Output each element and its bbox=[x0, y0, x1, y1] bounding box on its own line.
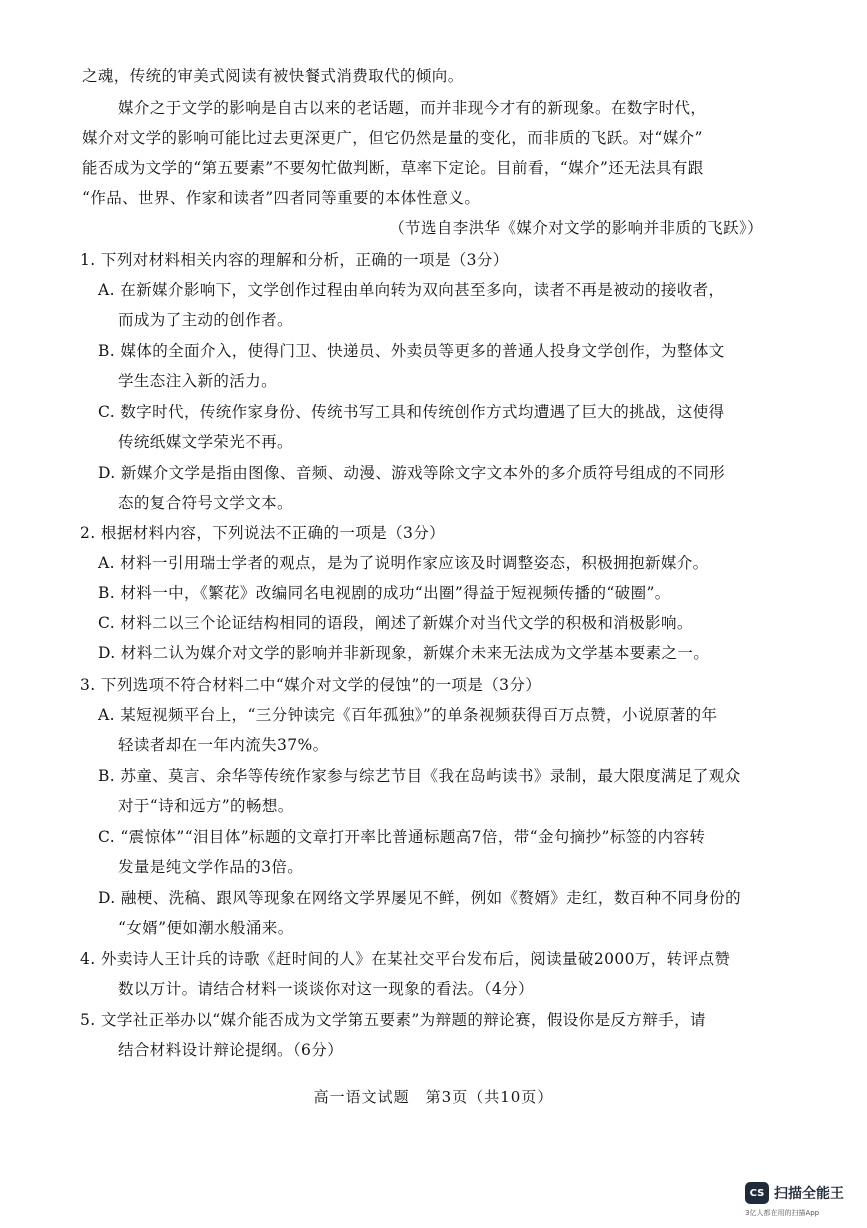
question-3-option-c: C. “震惊体”“泪目体”标题的文章打开率比普通标题高7倍，带“金句摘抄”标签的内容转 bbox=[98, 828, 706, 846]
question-3-option-a: A. 某短视频平台上，“三分钟读完《百年孤独》”的单条视频获得百万点赞，小说原著的年 bbox=[98, 706, 718, 724]
question-2-option-c: C. 材料二以三个论证结构相同的语段，阐述了新媒介对当代文学的积极和消极影响。 bbox=[98, 614, 693, 632]
question-1-option-c-cont: 传统纸媒文学荣光不再。 bbox=[118, 433, 293, 451]
passage-line: 之魂，传统的审美式阅读有被快餐式消费取代的倾向。 bbox=[82, 67, 464, 85]
passage-line: 能否成为文学的“第五要素”不要匆忙做判断，草率下定论。目前看，“媒介”还无法具有跟 bbox=[82, 159, 704, 177]
question-3-option-c-cont: 发量是纯文学作品的3倍。 bbox=[118, 858, 304, 876]
question-3-option-d-cont: “女婿”便如潮水般涌来。 bbox=[118, 919, 294, 937]
question-1-option-c: C. 数字时代，传统作家身份、传统书写工具和传统创作方式均遭遇了巨大的挑战，这使得 bbox=[98, 403, 725, 421]
question-2-option-d: D. 材料二认为媒介对文学的影响并非新现象，新媒介未来无法成为文学基本要素之一。 bbox=[98, 644, 710, 662]
question-2-stem: 2. 根据材料内容，下列说法不正确的一项是（3分） bbox=[80, 524, 446, 542]
question-2-option-a: A. 材料一引用瑞士学者的观点，是为了说明作家应该及时调整姿态，积极拥抱新媒介。 bbox=[98, 554, 709, 572]
passage-line: 媒介之于文学的影响是自古以来的老话题，而并非现今才有的新现象。在数字时代， bbox=[118, 99, 707, 117]
watermark-tagline: 3亿人都在用的扫描App bbox=[745, 1209, 820, 1217]
question-1-option-b: B. 媒体的全面介入，使得门卫、快递员、外卖员等更多的普通人投身文学创作，为整体文 bbox=[98, 342, 725, 360]
question-1-option-a: A. 在新媒介影响下，文学创作过程由单向转为双向甚至多向，读者不再是被动的接收者， bbox=[98, 281, 725, 299]
passage-line: 媒介对文学的影响可能比过去更深更广，但它仍然是量的变化，而非质的飞跃。对“媒介” bbox=[82, 129, 703, 147]
passage-line: “作品、世界、作家和读者”四者同等重要的本体性意义。 bbox=[82, 189, 481, 207]
question-3-stem: 3. 下列选项不符合材料二中“媒介对文学的侵蚀”的一项是（3分） bbox=[80, 676, 542, 694]
passage-source: （节选自李洪华《媒介对文学的影响并非质的飞跃》） bbox=[389, 219, 763, 237]
question-2-option-b: B. 材料一中，《繁花》改编同名电视剧的成功“出圈”得益于短视频传播的“破圈”。 bbox=[98, 584, 671, 602]
question-3-option-b: B. 苏童、莫言、余华等传统作家参与综艺节目《我在岛屿读书》录制，最大限度满足了观众 bbox=[98, 767, 741, 785]
question-1-option-d-cont: 态的复合符号文学文本。 bbox=[118, 494, 293, 512]
question-4-stem-cont: 数以万计。请结合材料一谈谈你对这一现象的看法。（4分） bbox=[118, 980, 534, 998]
question-1-option-b-cont: 学生态注入新的活力。 bbox=[118, 372, 278, 390]
page-footer: 高一语文试题 第3页（共10页） bbox=[313, 1088, 554, 1106]
question-3-option-a-cont: 轻读者却在一年内流失37%。 bbox=[118, 736, 329, 754]
watermark-name: 扫描全能王 bbox=[774, 1186, 844, 1202]
question-3-option-b-cont: 对于“诗和远方”的畅想。 bbox=[118, 797, 294, 815]
camscanner-logo-icon: CS bbox=[745, 1182, 769, 1204]
question-1-stem: 1. 下列对材料相关内容的理解和分析，正确的一项是（3分） bbox=[80, 251, 509, 269]
scanner-watermark bbox=[745, 1180, 857, 1220]
question-4-stem: 4. 外卖诗人王计兵的诗歌《赶时间的人》在某社交平台发布后，阅读量破2000万，转评点赞 bbox=[80, 950, 731, 968]
question-1-option-d: D. 新媒介文学是指由图像、音频、动漫、游戏等除文字文本外的多介质符号组成的不同形 bbox=[98, 464, 726, 482]
question-1-option-a-cont: 而成为了主动的创作者。 bbox=[118, 311, 293, 329]
question-5-stem-cont: 结合材料设计辩论提纲。（6分） bbox=[118, 1041, 344, 1059]
question-3-option-d: D. 融梗、洗稿、跟风等现象在网络文学界屡见不鲜，例如《赘婿》走红，数百种不同身份的 bbox=[98, 889, 742, 907]
question-5-stem: 5. 文学社正举办以“媒介能否成为文学第五要素”为辩题的辩论赛，假设你是反方辩手，请 bbox=[80, 1011, 706, 1029]
